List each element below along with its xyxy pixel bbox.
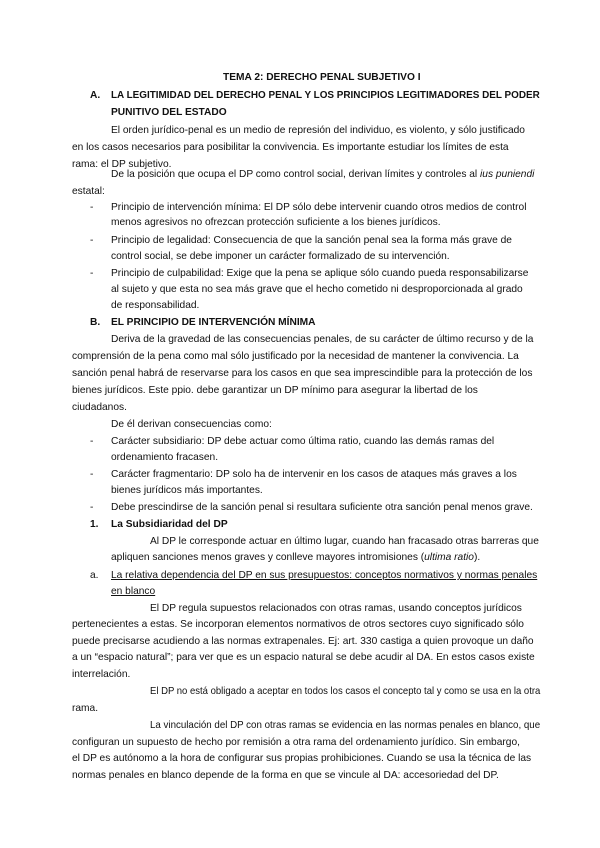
section-a-heading-line-2: PUNITIVO DEL ESTADO: [111, 107, 227, 118]
bullet-text-line: control social, se debe imponer un carácter formalizado de su intervención.: [111, 251, 450, 262]
subsection-a-paragraph-1-line: interrelación.: [72, 669, 131, 680]
subsection-1-paragraph-line: Al DP le corresponde actuar en último lugar, cuando han fracasado otras barreras que: [150, 536, 539, 547]
document-title: TEMA 2: DERECHO PENAL SUBJETIVO I: [223, 72, 421, 83]
subsection-a-paragraph-3-line: el DP es autónomo a la hora de configurar sus propias prohibiciones. Cuando se usa la técnica de las: [72, 753, 532, 764]
subsection-a-paragraph-3-line: La vinculación del DP con otras ramas se evidencia en las normas penales en blanco, que: [150, 720, 541, 731]
section-a-paragraph-1-line: rama: el DP subjetivo.: [72, 159, 172, 170]
bullet-dash: -: [90, 469, 94, 480]
italic-term: ultima ratio: [424, 552, 474, 563]
section-b-heading: EL PRINCIPIO DE INTERVENCIÓN MÍNIMA: [111, 317, 316, 328]
bullet-text-line: Debe prescindirse de la sanción penal si resultara suficiente otra sanción penal menos grave.: [111, 502, 533, 513]
section-a-paragraph-1-line: El orden jurídico-penal es un medio de represión del individuo, es violento, y sólo justificado: [111, 125, 525, 136]
subsection-a-paragraph-2-line: El DP no está obligado a aceptar en todos los casos el concepto tal y como se usa en la otra: [150, 686, 541, 697]
bullet-text-line: bienes jurídicos más importantes.: [111, 485, 263, 496]
subsection-1-heading: La Subsidiaridad del DP: [111, 519, 228, 530]
bullet-text-line: Carácter fragmentario: DP solo ha de intervenir en los casos de ataques más graves a los: [111, 469, 517, 480]
bullet-dash: -: [90, 202, 94, 213]
section-b-paragraph-1-line: sanción penal habrá de reservarse para los casos en que sea imprescindible para la protección de los: [72, 368, 533, 379]
bullet-text-line: al sujeto y que esta no sea más grave que el hecho cometido ni desproporcionada al grado: [111, 284, 523, 295]
section-b-paragraph-1-line: bienes jurídicos. Este ppio. debe garantizar un DP mínimo para asegurar la libertad de los: [72, 385, 478, 396]
section-b-marker: B.: [90, 317, 101, 328]
bullet-dash: -: [90, 502, 94, 513]
section-a-heading-line-1: LA LEGITIMIDAD DEL DERECHO PENAL Y LOS PRINCIPIOS LEGITIMADORES DEL PODER: [111, 90, 540, 101]
subsection-a-paragraph-3-line: configuran un supuesto de hecho por remisión a otra rama del ordenamiento jurídico. Sin embargo,: [72, 737, 520, 748]
subsection-a-heading-line-2: en blanco: [111, 586, 156, 597]
bullet-text-line: Principio de legalidad: Consecuencia de que la sanción penal sea la forma más grave de: [111, 235, 512, 246]
section-a-paragraph-2-line: estatal:: [72, 186, 105, 197]
section-b-paragraph-1-line: ciudadanos.: [72, 402, 127, 413]
bullet-dash: -: [90, 436, 94, 447]
paragraph-text: apliquen sanciones menos graves y conlleve mayores intromisiones (: [111, 552, 425, 563]
subsection-a-paragraph-2-line: rama.: [72, 703, 99, 714]
section-b-paragraph-1-line: Deriva de la gravedad de las consecuencias penales, de su carácter de último recurso y de la: [111, 334, 534, 345]
bullet-text-line: Principio de intervención mínima: El DP sólo debe intervenir cuando otros medios de control: [111, 202, 527, 213]
section-a-paragraph-1-line: en los casos necesarios para posibilitar la convivencia. Es importante estudiar los límites de esta: [72, 142, 509, 153]
section-b-paragraph-2: De él derivan consecuencias como:: [111, 419, 272, 430]
subsection-1-marker: 1.: [90, 519, 99, 530]
bullet-dash: -: [90, 235, 94, 246]
italic-term: ius puniendi: [480, 169, 535, 180]
bullet-dash: -: [90, 268, 94, 279]
subsection-a-paragraph-1-line: El DP regula supuestos relacionados con otras ramas, usando conceptos jurídicos: [150, 603, 522, 614]
subsection-a-paragraph-1-line: pertenecientes a estas. Se incorporan elementos normativos de otros sectores cuyo significado sólo: [72, 619, 524, 630]
bullet-text-line: ordenamiento fracasen.: [111, 452, 219, 463]
subsection-a-paragraph-1-line: a un “espacio natural”; para ver que es un espacio natural se debe acudir al DA. En estos casos existe: [72, 652, 535, 663]
bullet-text-line: Carácter subsidiario: DP debe actuar como última ratio, cuando las demás ramas del: [111, 436, 495, 447]
bullet-text-line: de responsabilidad.: [111, 300, 200, 311]
subsection-a-heading-line-1: La relativa dependencia del DP en sus presupuestos: conceptos normativos y normas penales: [111, 570, 538, 581]
bullet-text-line: Principio de culpabilidad: Exige que la pena se aplique sólo cuando pueda responsabilizarse: [111, 268, 529, 279]
paragraph-text: De la posición que ocupa el DP como control social, derivan límites y controles al: [111, 169, 481, 180]
paragraph-text: ).: [473, 552, 481, 563]
subsection-a-paragraph-3-line: normas penales en blanco depende de la forma en que se vincule al DA: accesoriedad del DP.: [72, 770, 499, 781]
section-a-marker: A.: [90, 90, 101, 101]
section-b-paragraph-1-line: comprensión de la pena como mal sólo justificado por la necesidad de mantener la convivencia. La: [72, 351, 519, 362]
bullet-text-line: menos agresivos no ofrezcan protección suficiente a los bienes jurídicos.: [111, 217, 441, 228]
subsection-1-paragraph-line: [111, 551, 480, 564]
subsection-a-paragraph-1-line: puede precisarse acudiendo a las normas extrapenales. Ej: art. 330 castiga a quien provoque un daño: [72, 636, 534, 647]
subsection-a-marker: a.: [90, 570, 99, 581]
section-a-paragraph-2-line: [111, 168, 534, 181]
